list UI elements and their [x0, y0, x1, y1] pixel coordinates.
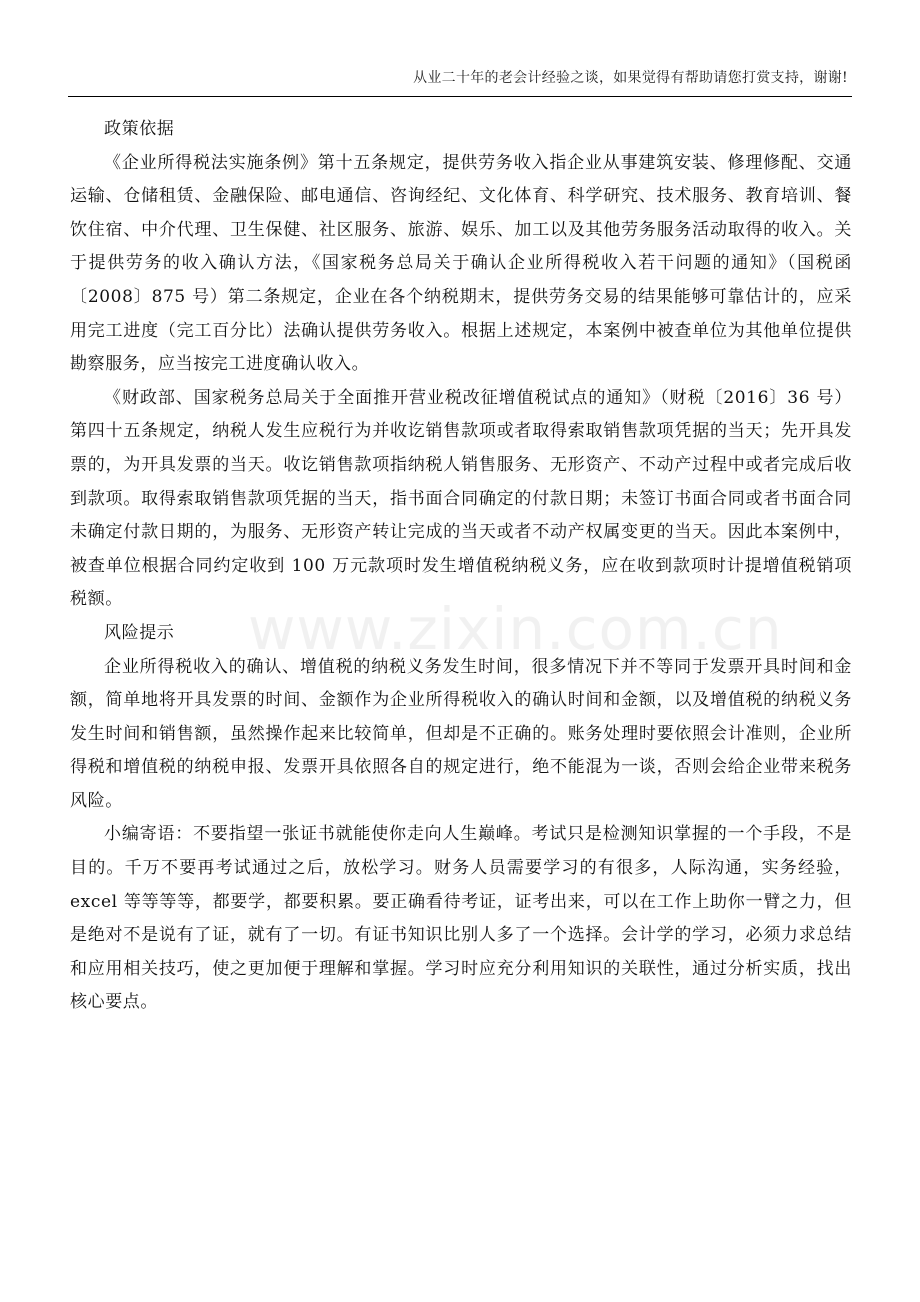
paragraph-income-tax-regulation: 《企业所得税法实施条例》第十五条规定，提供劳务收入指企业从事建筑安装、修理修配、交通运输、仓储租赁、金融保险、邮电通信、咨询经纪、文化体育、科学研究、技术服务、教育培训、餐饮住宿、中介代理、卫生保健、社区服务、旅游、娱乐、加工以及其他劳务服务活动取得的收入。关于提供劳务的收入确认方法，《国家税务总局关于确认企业所得税收入若干问题的通知》（国税函〔2008〕875 号）第二条规定，企业在各个纳税期末，提供劳务交易的结果能够可靠估计的，应采用完工进度（完工百分比）法确认提供劳务收入。根据上述规定，本案例中被查单位为其他单位提供勘察服务，应当按完工进度确认收入。 — [70, 152, 852, 375]
paragraph-risk-explanation: 企业所得税收入的确认、增值税的纳税义务发生时间，很多情况下并不等同于发票开具时间和金额，简单地将开具发票的时间、金额作为企业所得税收入的确认时间和金额，以及增值税的纳税义务发生时间和销售额，虽然操作起来比较简单，但却是不正确的。账务处理时要依照会计准则，企业所得税和增值税的纳税申报、发票开具依照各自的规定进行，绝不能混为一谈，否则会给企业带来税务风险。 — [70, 656, 852, 811]
section-heading-risk-notice: 风险提示 — [104, 622, 175, 643]
paragraph-vat-notice: 《财政部、国家税务总局关于全面推开营业税改征增值税试点的通知》（财税〔2016〕36 号）第四十五条规定，纳税人发生应税行为并收讫销售款项或者取得索取销售款项凭据的当天；先开具发票的，为开具发票的当天。收讫销售款项指纳税人销售服务、无形资产、不动产过程中或者完成后收到款项。取得索取销售款项凭据的当天，指书面合同确定的付款日期；未签订书面合同或者书面合同未确定付款日期的，为服务、无形资产转让完成的当天或者不动产权属变更的当天。因此本案例中，被查单位根据合同约定收到 100 万元款项时发生增值税纳税义务，应在收到款项时计提增值税销项税额。 — [70, 387, 852, 610]
paragraph-editor-note: 小编寄语：不要指望一张证书就能使你走向人生巅峰。考试只是检测知识掌握的一个手段，不是目的。千万不要再考试通过之后，放松学习。财务人员需要学习的有很多，人际沟通，实务经验，excel 等等等等，都要学，都要积累。要正确看待考证，证考出来，可以在工作上助你一臂之力，但是绝对不是说有了证，就有了一切。有证书知识比别人多了一个选择。会计学的学习，必须力求总结和应用相关技巧，使之更加便于理解和掌握。学习时应充分利用知识的关联性，通过分析实质，找出核心要点。 — [70, 824, 852, 1013]
header-divider — [68, 96, 852, 97]
watermark: www.zixin.com.cn — [248, 595, 783, 663]
document-body — [70, 113, 852, 1020]
section-heading-policy-basis: 政策依据 — [104, 119, 175, 139]
header-note: 从业二十年的老会计经验之谈，如果觉得有帮助请您打赏支持，谢谢! — [413, 70, 848, 86]
